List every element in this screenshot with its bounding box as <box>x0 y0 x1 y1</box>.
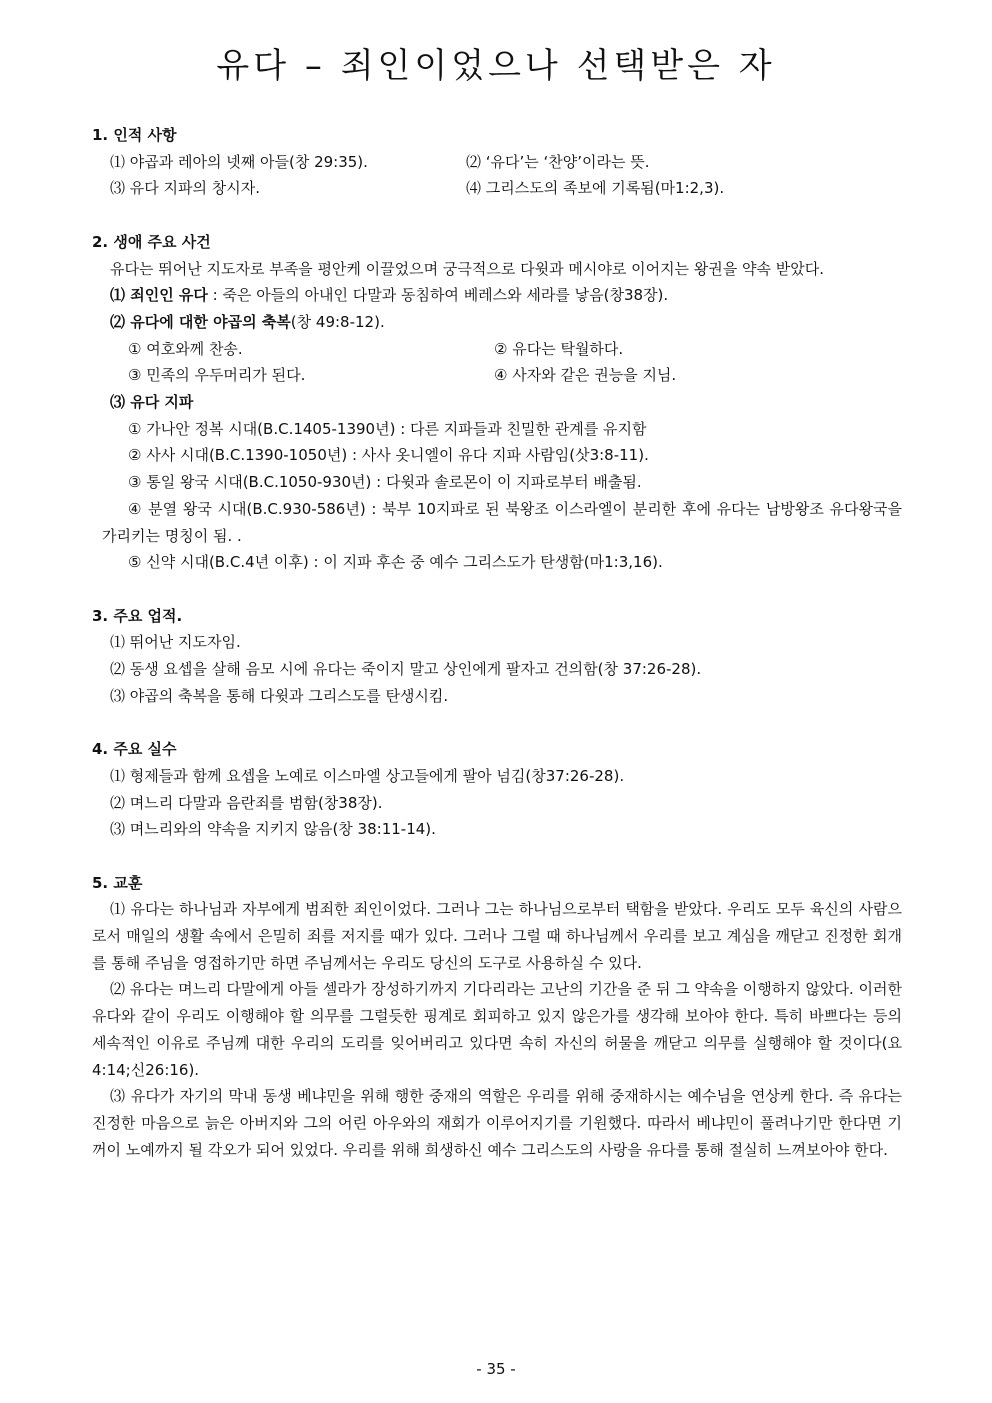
lesson-2: ⑵ 유다는 며느리 다말에게 아들 셀라가 장성하기까지 기다리라는 고난의 기간을 준 뒤 그 약속을 이행하지 않았다. 이러한 유다와 같이 우리도 이행해야 할 의무를 그럴듯한 핑계로 회피하고 있지 않은가를 생각해 보아야 한다. 특히 바쁘다는 등의 세속적인 이유로 주님께 대한 우리의 도리를 잊어버리고 있다면 속히 자신의 허물을 깨닫고 의무를 실행해야 할 것이다(요4:14;신26:16). <box>92 980 902 1079</box>
tribe-heading: ⑶ 유다 지파 <box>110 393 194 412</box>
blessing-item-1: ① 여호와께 찬송. <box>128 339 243 358</box>
document-body <box>92 122 902 1163</box>
life-event-blessing-ref: (창 49:8-12). <box>290 312 385 331</box>
info-row-2 <box>92 175 902 202</box>
tribe-era-1: ① 가나안 정복 시대(B.C.1405-1390년) : 다른 지파들과 친밀한 관계를 유지함 <box>128 419 647 438</box>
info-item-3: ⑶ 유다 지파의 창시자. <box>110 179 260 198</box>
page-title: 유다 – 죄인이었으나 선택받은 자 <box>216 46 776 86</box>
blessing-item-4: ④ 사자와 같은 권능을 지님. <box>494 366 677 385</box>
achievement-1: ⑴ 뛰어난 지도자임. <box>110 633 241 652</box>
life-event-blessing-title: ⑵ 유다에 대한 야곱의 축복 <box>110 312 291 331</box>
section-heading-life-events: 2. 생애 주요 사건 <box>92 232 211 251</box>
section-heading-lessons: 5. 교훈 <box>92 873 143 892</box>
lesson-3: ⑶ 유다가 자기의 막내 동생 베냐민을 위해 행한 중재의 역할은 우리를 위해 중재하시는 예수님을 연상케 한다. 즉 유다는 진정한 마음으로 늙은 아버지와 그의 어린 아우와의 재회가 이루어지기를 기원했다. 따라서 베냐민이 풀려나기만 한다면 기꺼이 노예까지 될 각오가 되어 있었다. 우리를 위해 희생하신 예수 그리스도의 사랑을 유다를 통해 절실히 느껴보아야 한다. <box>92 1087 902 1159</box>
blessing-item-2: ② 유다는 탁월하다. <box>494 339 624 358</box>
mistake-2: ⑵ 며느리 다말과 음란죄를 범함(창38장). <box>110 793 383 812</box>
life-event-sinner <box>92 282 902 309</box>
blessing-item-3: ③ 민족의 우두머리가 된다. <box>128 366 306 385</box>
lesson-1: ⑴ 유다는 하나님과 자부에게 범죄한 죄인이었다. 그러나 그는 하나님으로부터 택함을 받았다. 우리도 모두 육신의 사람으로서 매일의 생활 속에서 은밀히 죄를 저지를 때가 있다. 그러나 그럴 때 하나님께서 우리를 보고 계심을 깨닫고 진정한 회개를 통해 주님을 영접하기만 하면 주님께서는 우리도 당신의 도구로 사용하실 수 있다. <box>92 900 902 972</box>
life-event-sinner-text: : 죽은 아들의 아내인 다말과 동침하여 베레스와 세라를 낳음(창38장). <box>207 286 669 305</box>
tribe-era-2: ② 사사 시대(B.C.1390-1050년) : 사사 옷니엘이 유다 지파 사람임(삿3:8-11). <box>128 446 649 465</box>
section-heading-mistakes: 4. 주요 실수 <box>92 740 177 759</box>
mistake-3: ⑶ 며느리와의 약속을 지키지 않음(창 38:11-14). <box>110 820 436 839</box>
info-item-2: ⑵ ‘유다’는 ‘찬양’이라는 뜻. <box>466 152 650 171</box>
tribe-era-3: ③ 통일 왕국 시대(B.C.1050-930년) : 다윗과 솔로몬이 이 지파로부터 배출됨. <box>128 473 642 492</box>
life-event-blessing <box>92 309 902 336</box>
achievement-2: ⑵ 동생 요셉을 살해 음모 시에 유다는 죽이지 말고 상인에게 팔자고 건의함(창 37:26-28). <box>110 660 702 679</box>
achievement-3: ⑶ 야곱의 축복을 통해 다윗과 그리스도를 탄생시킴. <box>110 686 449 705</box>
blessing-row-2 <box>92 362 902 389</box>
blessing-row-1 <box>92 336 902 363</box>
info-row-1 <box>92 149 902 176</box>
section-heading-achievements: 3. 주요 업적. <box>92 606 183 625</box>
tribe-era-4: ④ 분열 왕국 시대(B.C.930-586년) : 북부 10지파로 된 북왕조 이스라엘이 분리한 후에 유다는 남방왕조 유다왕국을 가리키는 명칭이 됨. . <box>102 499 902 545</box>
info-item-1: ⑴ 야곱과 레아의 넷째 아들(창 29:35). <box>110 152 368 171</box>
mistake-1: ⑴ 형제들과 함께 요셉을 노예로 이스마엘 상고들에게 팔아 넘김(창37:26-28). <box>110 766 625 785</box>
section-heading-personal-info: 1. 인적 사항 <box>92 126 177 144</box>
life-event-sinner-title: ⑴ 죄인인 유다 <box>110 286 208 305</box>
page-number: - 35 - <box>476 1360 516 1378</box>
info-item-4: ⑷ 그리스도의 족보에 기록됨(마1:2,3). <box>466 179 725 198</box>
tribe-era-5: ⑤ 신약 시대(B.C.4년 이후) : 이 지파 후손 중 예수 그리스도가 탄생함(마1:3,16). <box>128 553 663 572</box>
life-events-intro: 유다는 뛰어난 지도자로 부족을 평안케 이끌었으며 궁극적으로 다윗과 메시야로 이어지는 왕권을 약속 받았다. <box>110 259 825 278</box>
